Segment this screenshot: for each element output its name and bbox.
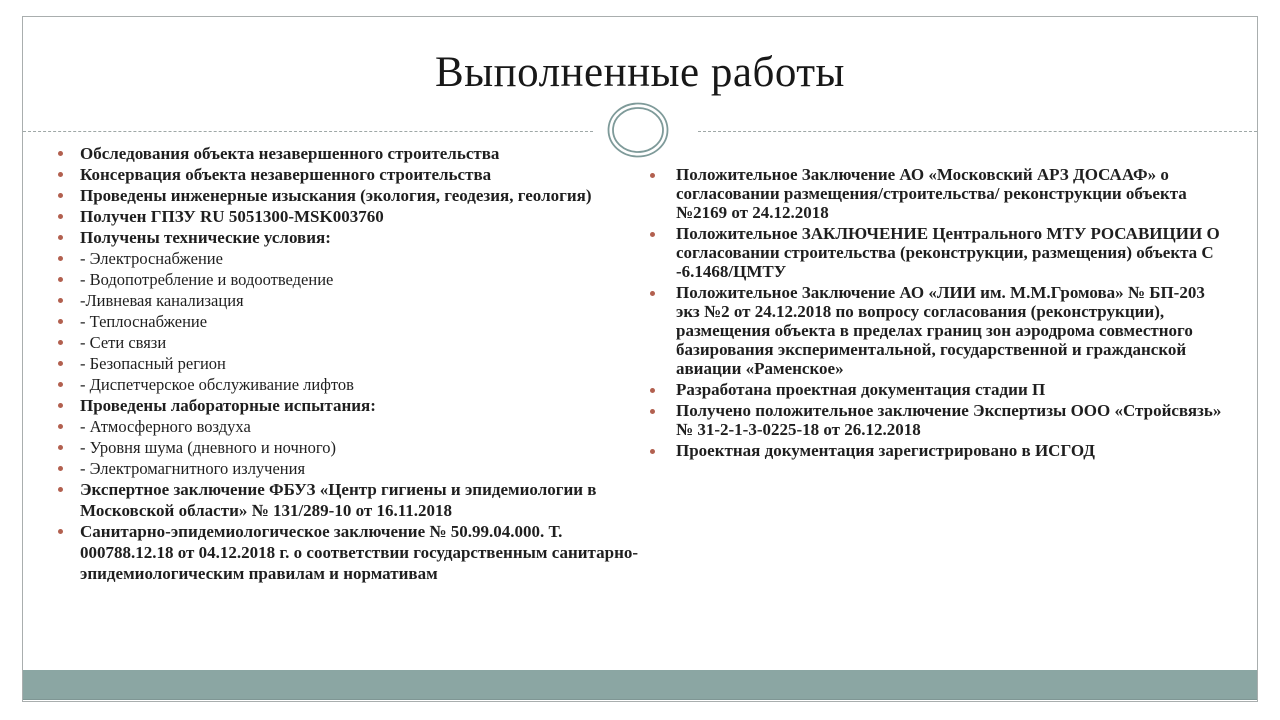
bullet-icon bbox=[58, 340, 63, 345]
list-item bbox=[58, 311, 640, 332]
list-item bbox=[58, 374, 640, 395]
list-item-text: Экспертное заключение ФБУЗ «Центр гигиены и эпидемиологии в Московской области» № 131/289-10 от 16.11.2018 bbox=[80, 480, 597, 520]
bullet-icon bbox=[58, 214, 63, 219]
bullet-icon bbox=[650, 291, 655, 296]
bottom-accent-bar bbox=[23, 670, 1257, 700]
list-item bbox=[58, 458, 640, 479]
list-item bbox=[58, 290, 640, 311]
list-item-text: - Диспетчерское обслуживание лифтов bbox=[80, 375, 354, 394]
bullet-icon bbox=[58, 466, 63, 471]
bullet-icon bbox=[58, 298, 63, 303]
list-item bbox=[58, 269, 640, 290]
list-item bbox=[650, 224, 1222, 281]
bullet-icon bbox=[58, 445, 63, 450]
bullet-icon bbox=[58, 487, 63, 492]
list-item bbox=[650, 441, 1222, 460]
list-item-text: Положительное Заключение АО «Московский АРЗ ДОСААФ» о согласовании размещения/строительства/ реконструкции объекта №2169 от 24.12.2018 bbox=[676, 165, 1187, 222]
list-item-text: - Водопотребление и водоотведение bbox=[80, 270, 334, 289]
list-item-text: - Электроснабжение bbox=[80, 249, 223, 268]
list-item-text: Проведены лабораторные испытания: bbox=[80, 396, 376, 415]
list-item bbox=[58, 353, 640, 374]
list-item bbox=[58, 416, 640, 437]
list-item-text: - Безопасный регион bbox=[80, 354, 226, 373]
bullet-icon bbox=[650, 388, 655, 393]
bullet-icon bbox=[58, 193, 63, 198]
list-item bbox=[650, 380, 1222, 399]
list-item-text: Обследования объекта незавершенного строительства bbox=[80, 144, 500, 163]
right-column-list bbox=[650, 165, 1222, 462]
left-column-list bbox=[58, 143, 640, 584]
bullet-icon bbox=[58, 529, 63, 534]
list-item-text: Получено положительное заключение Экспертизы ООО «Стройсвязь» № 31-2-1-3-0225-18 от 26.12.2018 bbox=[676, 401, 1222, 439]
list-item-text: Санитарно-эпидемиологическое заключение № 50.99.04.000. Т. 000788.12.18 от 04.12.2018 г. о соответствии государственным санитарно-эпидемиологическим правилам и нормативам bbox=[80, 522, 639, 583]
bullet-icon bbox=[58, 235, 63, 240]
bullet-icon bbox=[58, 361, 63, 366]
list-item bbox=[58, 185, 640, 206]
list-item bbox=[58, 479, 640, 521]
list-item-text: Разработана проектная документация стадии П bbox=[676, 380, 1046, 399]
title-divider-right bbox=[698, 131, 1257, 132]
bullet-icon bbox=[58, 319, 63, 324]
bullet-icon bbox=[58, 382, 63, 387]
list-item bbox=[650, 165, 1222, 222]
list-item-text: -Ливневая канализация bbox=[80, 291, 244, 310]
bullet-icon bbox=[58, 256, 63, 261]
list-item-text: Проведены инженерные изыскания (экология, геодезия, геология) bbox=[80, 186, 592, 205]
list-item-text: - Уровня шума (дневного и ночного) bbox=[80, 438, 336, 457]
bullet-icon bbox=[58, 172, 63, 177]
bullet-icon bbox=[58, 277, 63, 282]
list-item-text: - Электромагнитного излучения bbox=[80, 459, 306, 478]
list-item bbox=[58, 395, 640, 416]
list-item bbox=[58, 332, 640, 353]
list-item bbox=[58, 521, 640, 584]
list-item-text: - Сети связи bbox=[80, 333, 167, 352]
title-divider-left bbox=[23, 131, 593, 132]
list-item bbox=[58, 143, 640, 164]
list-item-text: Получен ГПЗУ RU 5051300-MSK003760 bbox=[80, 207, 384, 226]
list-item bbox=[650, 283, 1222, 378]
bullet-icon bbox=[58, 403, 63, 408]
list-item bbox=[58, 206, 640, 227]
bullet-icon bbox=[58, 151, 63, 156]
list-item-text: Проектная документация зарегистрировано в ИСГОД bbox=[676, 441, 1095, 460]
list-item bbox=[58, 227, 640, 248]
list-item-text: Консервация объекта незавершенного строительства bbox=[80, 165, 492, 184]
slide-title: Выполненные работы bbox=[435, 49, 845, 96]
list-item bbox=[650, 401, 1222, 439]
list-item-text: - Теплоснабжение bbox=[80, 312, 208, 331]
bullet-icon bbox=[650, 449, 655, 454]
bullet-icon bbox=[650, 173, 655, 178]
bullet-icon bbox=[650, 232, 655, 237]
bullet-icon bbox=[58, 424, 63, 429]
list-item bbox=[58, 164, 640, 185]
slide-frame bbox=[22, 16, 1258, 702]
list-item bbox=[58, 248, 640, 269]
list-item-text: - Атмосферного воздуха bbox=[80, 417, 251, 436]
list-item bbox=[58, 437, 640, 458]
list-item-text: Получены технические условия: bbox=[80, 228, 331, 247]
list-item-text: Положительное Заключение АО «ЛИИ им. М.М.Громова» № БП-203 экз №2 от 24.12.2018 по вопросу согласования (реконструкции), размещения объекта в пределах границ зон аэродрома совместного базирования экспериментальной, государственной и гражданской авиации «Раменское» bbox=[676, 283, 1205, 378]
list-item-text: Положительное ЗАКЛЮЧЕНИЕ Центрального МТУ РОСАВИЦИИ О согласовании строительства (реконструкции, размещения) объекта С -6.1468/ЦМТУ bbox=[676, 224, 1220, 281]
bullet-icon bbox=[650, 409, 655, 414]
